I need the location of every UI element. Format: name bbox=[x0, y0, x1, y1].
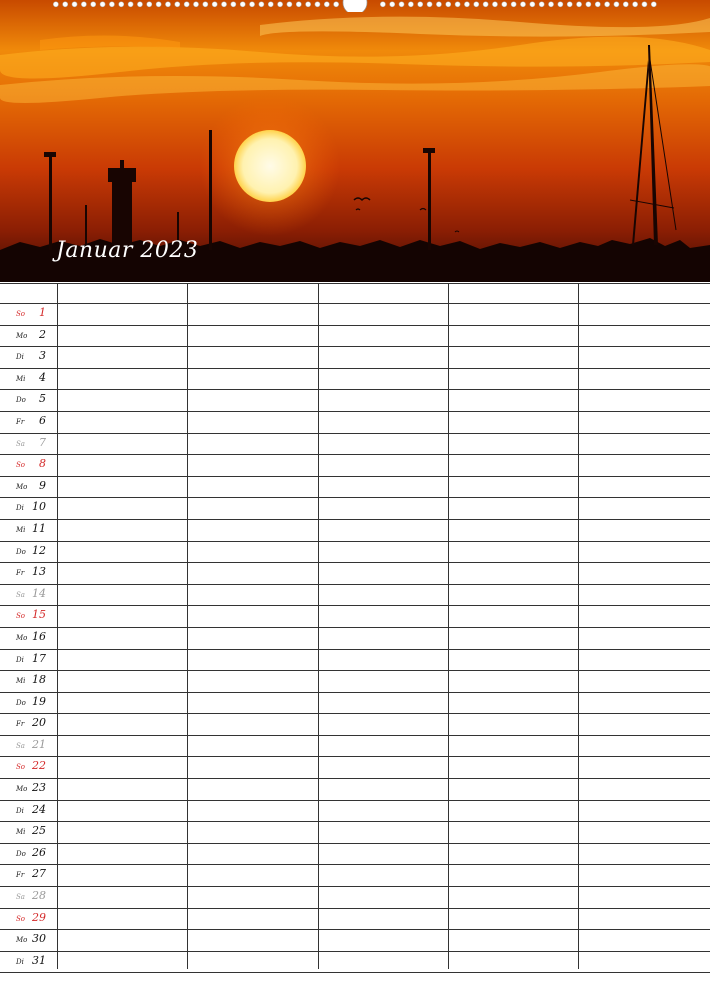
day-number: 28 bbox=[32, 889, 46, 903]
day-row[interactable] bbox=[0, 434, 710, 456]
weekday-label: So bbox=[16, 914, 26, 923]
grid-divider bbox=[187, 283, 188, 969]
binding-hole-icon bbox=[595, 2, 600, 7]
binding-hole-icon bbox=[100, 2, 105, 7]
day-row[interactable] bbox=[0, 693, 710, 715]
weekday-label: So bbox=[16, 461, 26, 470]
spiral-binding bbox=[0, 0, 710, 12]
weekday-label: Do bbox=[16, 698, 26, 707]
day-number: 24 bbox=[32, 802, 46, 816]
weekday-label: Fr bbox=[16, 720, 25, 729]
weekday-label: Fr bbox=[16, 871, 25, 880]
binding-hole-icon bbox=[408, 2, 413, 7]
binding-hole-icon bbox=[306, 2, 311, 7]
binding-hole-icon bbox=[492, 2, 497, 7]
day-row[interactable] bbox=[0, 650, 710, 672]
binding-hole-icon bbox=[614, 2, 619, 7]
weekday-label: So bbox=[16, 763, 26, 772]
binding-hole-icon bbox=[128, 2, 133, 7]
day-number: 30 bbox=[32, 932, 46, 946]
binding-hole-icon bbox=[567, 2, 572, 7]
binding-hole-icon bbox=[259, 2, 264, 7]
binding-hole-icon bbox=[221, 2, 226, 7]
grid-divider bbox=[448, 283, 449, 969]
day-row[interactable] bbox=[0, 585, 710, 607]
day-row[interactable] bbox=[0, 909, 710, 931]
day-number: 18 bbox=[32, 673, 46, 687]
binding-hole-icon bbox=[268, 2, 273, 7]
day-row[interactable] bbox=[0, 779, 710, 801]
binding-hole-icon bbox=[231, 2, 236, 7]
day-number: 14 bbox=[32, 586, 46, 600]
weekday-label: Sa bbox=[16, 893, 25, 902]
day-row[interactable] bbox=[0, 390, 710, 412]
day-number: 11 bbox=[32, 521, 46, 535]
day-number: 21 bbox=[32, 737, 46, 751]
day-number: 15 bbox=[32, 608, 46, 622]
day-row[interactable] bbox=[0, 412, 710, 434]
day-number: 10 bbox=[32, 500, 46, 514]
binding-hole-icon bbox=[81, 2, 86, 7]
binding-hole-icon bbox=[539, 2, 544, 7]
binding-hole-icon bbox=[390, 2, 395, 7]
binding-hole-icon bbox=[72, 2, 77, 7]
binding-hole-icon bbox=[399, 2, 404, 7]
binding-hole-icon bbox=[530, 2, 535, 7]
binding-hole-icon bbox=[296, 2, 301, 7]
binding-hole-icon bbox=[576, 2, 581, 7]
day-row[interactable] bbox=[0, 844, 710, 866]
weekday-label: Di bbox=[16, 806, 24, 815]
binding-hole-icon bbox=[511, 2, 516, 7]
binding-hole-icon bbox=[455, 2, 460, 7]
weekday-label: Mo bbox=[16, 633, 28, 642]
binding-hole-icon bbox=[586, 2, 591, 7]
binding-hole-icon bbox=[446, 2, 451, 7]
binding-hole-icon bbox=[623, 2, 628, 7]
grid-divider bbox=[578, 283, 579, 969]
weekday-label: Mi bbox=[16, 374, 26, 383]
day-row[interactable] bbox=[0, 952, 710, 974]
day-row[interactable] bbox=[0, 714, 710, 736]
day-number: 20 bbox=[32, 716, 46, 730]
grid-divider bbox=[318, 283, 319, 969]
binding-hole-icon bbox=[334, 2, 339, 7]
binding-hole-icon bbox=[558, 2, 563, 7]
day-number: 8 bbox=[39, 457, 46, 471]
weekday-label: So bbox=[16, 310, 26, 318]
day-row[interactable] bbox=[0, 347, 710, 369]
day-row[interactable] bbox=[0, 606, 710, 628]
weekday-label: Sa bbox=[16, 439, 25, 448]
binding-hole-icon bbox=[91, 2, 96, 7]
binding-hole-icon bbox=[520, 2, 525, 7]
day-row[interactable] bbox=[0, 304, 710, 326]
binding-hole-icon bbox=[548, 2, 553, 7]
day-row[interactable] bbox=[0, 757, 710, 779]
hanger-hole-icon bbox=[343, 0, 367, 12]
weekday-label: Do bbox=[16, 849, 26, 858]
weekday-label: Sa bbox=[16, 590, 25, 599]
weekday-label: Di bbox=[16, 957, 24, 966]
day-row[interactable] bbox=[0, 326, 710, 348]
day-number: 26 bbox=[32, 845, 46, 859]
day-row[interactable] bbox=[0, 628, 710, 650]
weekday-label: Mo bbox=[16, 936, 28, 945]
day-number: 1 bbox=[39, 306, 46, 319]
binding-hole-icon bbox=[278, 2, 283, 7]
binding-hole-icon bbox=[380, 2, 385, 7]
binding-hole-icon bbox=[436, 2, 441, 7]
grid-divider bbox=[57, 283, 58, 969]
day-row[interactable] bbox=[0, 542, 710, 564]
weekday-label: Sa bbox=[16, 741, 25, 750]
weekday-label: Mo bbox=[16, 331, 28, 340]
weekday-label: Mi bbox=[16, 677, 26, 686]
day-row[interactable] bbox=[0, 455, 710, 477]
day-row[interactable] bbox=[0, 801, 710, 823]
day-row[interactable] bbox=[0, 736, 710, 758]
day-row[interactable] bbox=[0, 671, 710, 693]
day-row[interactable] bbox=[0, 865, 710, 887]
day-row[interactable] bbox=[0, 930, 710, 952]
day-number: 3 bbox=[39, 349, 46, 363]
weekday-label: Mo bbox=[16, 785, 28, 794]
binding-hole-icon bbox=[651, 2, 656, 7]
day-number: 27 bbox=[32, 867, 46, 881]
day-row[interactable] bbox=[0, 369, 710, 391]
sun-icon bbox=[234, 130, 306, 202]
day-row[interactable] bbox=[0, 477, 710, 499]
day-number: 13 bbox=[32, 565, 46, 579]
day-number: 29 bbox=[32, 910, 46, 924]
binding-hole-icon bbox=[53, 2, 58, 7]
weekday-label: Di bbox=[16, 504, 24, 513]
day-row[interactable] bbox=[0, 498, 710, 520]
day-number: 9 bbox=[39, 478, 46, 492]
binding-hole-icon bbox=[203, 2, 208, 7]
weekday-label: So bbox=[16, 612, 26, 621]
day-number: 7 bbox=[39, 435, 46, 449]
weekday-label: Di bbox=[16, 655, 24, 664]
binding-hole-icon bbox=[137, 2, 142, 7]
weekday-label: Mi bbox=[16, 525, 26, 534]
binding-hole-icon bbox=[63, 2, 68, 7]
day-number: 4 bbox=[39, 370, 46, 384]
binding-hole-icon bbox=[324, 2, 329, 7]
binding-hole-icon bbox=[287, 2, 292, 7]
day-row[interactable] bbox=[0, 563, 710, 585]
binding-hole-icon bbox=[147, 2, 152, 7]
binding-hole-icon bbox=[642, 2, 647, 7]
day-number: 2 bbox=[39, 327, 46, 341]
binding-hole-icon bbox=[193, 2, 198, 7]
day-number: 16 bbox=[32, 629, 46, 643]
binding-hole-icon bbox=[156, 2, 161, 7]
binding-hole-icon bbox=[109, 2, 114, 7]
day-number: 31 bbox=[32, 953, 46, 967]
day-row[interactable] bbox=[0, 822, 710, 844]
weekday-label: Fr bbox=[16, 417, 25, 426]
binding-hole-icon bbox=[605, 2, 610, 7]
weekday-label: Do bbox=[16, 396, 26, 405]
weekday-label: Mo bbox=[16, 482, 28, 491]
binding-hole-icon bbox=[212, 2, 217, 7]
binding-hole-icon bbox=[483, 2, 488, 7]
binding-hole-icon bbox=[464, 2, 469, 7]
day-number: 17 bbox=[32, 651, 46, 665]
calendar-grid bbox=[0, 283, 710, 973]
binding-hole-icon bbox=[633, 2, 638, 7]
binding-hole-icon bbox=[119, 2, 124, 7]
weekday-label: Fr bbox=[16, 569, 25, 578]
binding-hole-icon bbox=[249, 2, 254, 7]
weekday-label: Mi bbox=[16, 828, 26, 837]
day-number: 22 bbox=[32, 759, 46, 773]
grid-header-row bbox=[0, 283, 710, 304]
binding-hole-icon bbox=[240, 2, 245, 7]
binding-hole-icon bbox=[474, 2, 479, 7]
day-number: 12 bbox=[32, 543, 46, 557]
weekday-label: Do bbox=[16, 547, 26, 556]
binding-hole-icon bbox=[418, 2, 423, 7]
day-row[interactable] bbox=[0, 887, 710, 909]
binding-hole-icon bbox=[315, 2, 320, 7]
binding-hole-icon bbox=[184, 2, 189, 7]
binding-hole-icon bbox=[165, 2, 170, 7]
weekday-label: Di bbox=[16, 353, 24, 362]
binding-hole-icon bbox=[502, 2, 507, 7]
day-number: 19 bbox=[32, 694, 46, 708]
month-title: Januar 2023 bbox=[56, 238, 199, 263]
day-row[interactable] bbox=[0, 520, 710, 542]
day-number: 25 bbox=[32, 824, 46, 838]
day-number: 5 bbox=[39, 392, 46, 406]
binding-hole-icon bbox=[427, 2, 432, 7]
day-number: 23 bbox=[32, 781, 46, 795]
day-number: 6 bbox=[39, 413, 46, 427]
binding-hole-icon bbox=[175, 2, 180, 7]
